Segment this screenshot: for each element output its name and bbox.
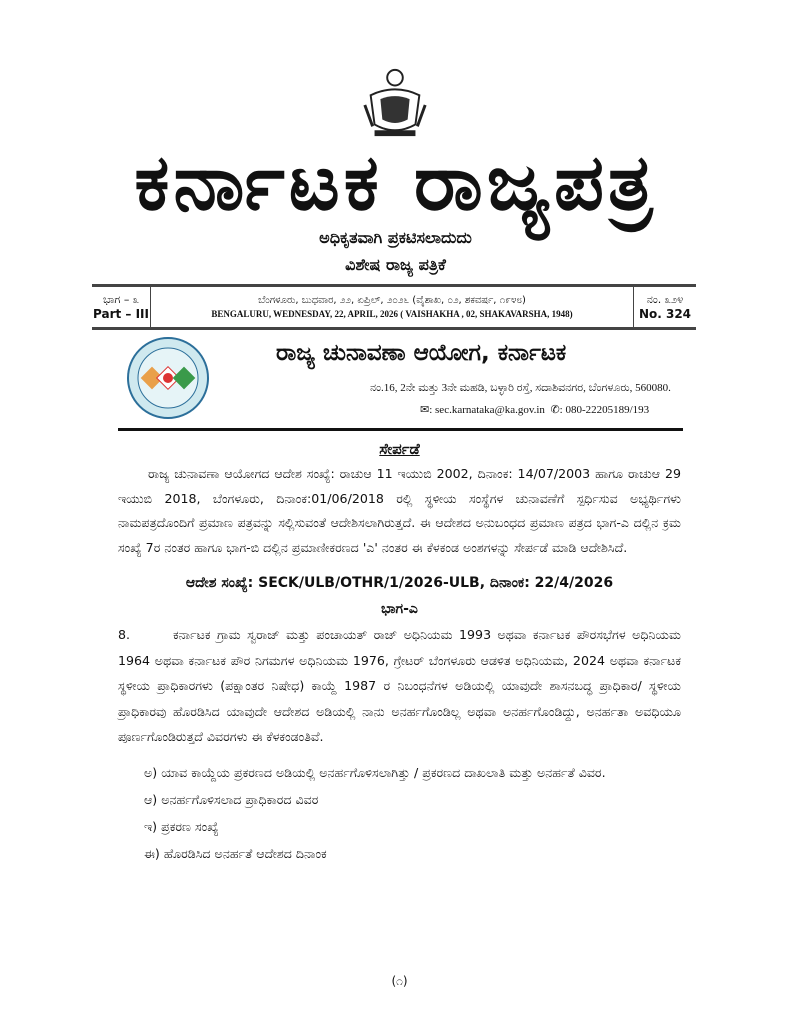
order-number: ಆದೇಶ ಸಂಖ್ಯೆ: SECK/ULB/OTHR/1/2026-ULB, ದಿನಾಂಕ: 22/4/2026 xyxy=(185,575,614,591)
issue-band xyxy=(92,284,696,330)
part-kannada: ಭಾಗ – ೩ xyxy=(103,293,139,306)
divider xyxy=(118,428,683,431)
section-heading: ಸೇರ್ಪಡೆ xyxy=(379,440,420,458)
date-kannada: ಬೆಂಗಳೂರು, ಬುಧವಾರ, ೨೨, ಏಪ್ರಿಲ್, ೨೦೨೬ (ವೈಶಾಖ, ೦೨, ಶಕವರ್ಷ, ೧೯೪೮) xyxy=(258,295,526,306)
sub-item: ಈ) ಹೊರಡಿಸಿದ ಅನರ್ಹತೆ ಆದೇಶದ ದಿನಾಂಕ xyxy=(144,845,327,861)
gazette-edition: ವಿಶೇಷ ರಾಜ್ಯ ಪತ್ರಿಕೆ xyxy=(345,255,446,274)
item-paragraph: ಕರ್ನಾಟಕ ಗ್ರಾಮ ಸ್ವರಾಜ್ ಮತ್ತು ಪಂಚಾಯತ್ ರಾಜ್ ಅಧಿನಿಯಮ 1993 ಅಥವಾ ಕರ್ನಾಟಕ ಪೌರಸಭೆಗಳ ಅಧಿನಿಯಮ 1964 ಅಥವಾ ಕರ್ನಾಟಕ ಪೌರ ನಿಗಮಗಳ ಅಧಿನಿಯಮ 1976, ಗ್ರೇಟರ್ ಬೆಂಗಳೂರು ಆಡಳಿತ ಅಧಿನಿಯಮ, 2024 ಅಥವಾ ಕರ್ನಾಟಕ ಸ್ಥಳೀಯ ಪ್ರಾಧಿಕಾರಗಳು (ಪಕ್ಷಾಂತರ ನಿಷೇಧ) ಕಾಯ್ದೆ 1987 ರ ನಿಬಂಧನೆಗಳ ಅಡಿಯಲ್ಲಿ ಯಾವುದೇ ಶಾಸನಬದ್ಧ ಪ್ರಾಧಿಕಾರ/ ಸ್ಥಳೀಯ ಪ್ರಾಧಿಕಾರವು ಹೊರಡಿಸಿದ ಯಾವುದೇ ಆದೇಶದ ಅಡಿಯಲ್ಲಿ ನಾನು ಅನರ್ಹಗೊಂಡಿಲ್ಲ ಅಥವಾ ಅನರ್ಹಗೊಂಡಿದ್ದು, ಅನರ್ಹತಾ ಅವಧಿಯೂ ಪೂರ್ಣಗೊಂಡಿರುತ್ತದೆ ವಿವರಗಳು ಈ ಕೆಳಕಂಡಂತಿವೆ. xyxy=(118,627,681,744)
date-cell xyxy=(151,287,634,327)
sub-item: ಇ) ಪ್ರಕರಣ ಸಂಖ್ಯೆ xyxy=(144,818,219,834)
part-english: Part – III xyxy=(93,307,149,321)
organization-contact xyxy=(420,402,649,418)
election-commission-logo-icon xyxy=(126,336,210,420)
date-english: BENGALURU, WEDNESDAY, 22, APRIL, 2026 ( VAISHAKHA , 02, SHAKAVARSHA, 1948) xyxy=(211,309,573,319)
state-emblem-icon xyxy=(360,66,430,140)
sub-item: ಅ) ಯಾವ ಕಾಯ್ದೆಯ ಪ್ರಕರಣದ ಅಡಿಯಲ್ಲಿ ಅನರ್ಹಗೊಳಿಸಲಾಗಿತ್ತು / ಪ್ರಕರಣದ ದಾಖಲಾತಿ ಮತ್ತು ಅನರ್ಹತೆ ವಿವರ. xyxy=(144,764,606,780)
sub-item: ಆ) ಅನರ್ಹಗೊಳಿಸಲಾದ ಪ್ರಾಧಿಕಾರದ ವಿವರ xyxy=(144,791,319,807)
page-number: (೧) xyxy=(391,974,408,988)
part-heading: ಭಾಗ-ಎ xyxy=(381,601,418,617)
gazette-subtitle: ಅಧಿಕೃತವಾಗಿ ಪ್ರಕಟಿಸಲಾದುದು xyxy=(319,228,472,247)
mail-icon: ✉ xyxy=(420,404,430,416)
number-cell xyxy=(634,287,696,327)
phone-icon: ✆ xyxy=(550,404,560,416)
email: : sec.karnataka@ka.gov.in xyxy=(429,404,545,416)
document-body xyxy=(118,438,681,990)
item-number: 8. xyxy=(118,627,131,642)
item-block xyxy=(118,622,681,750)
organization-name: ರಾಜ್ಯ ಚುನಾವಣಾ ಆಯೋಗ, ಕರ್ನಾಟಕ xyxy=(276,340,567,366)
phone: : 080-22205189/193 xyxy=(559,404,650,416)
intro-paragraph: ರಾಜ್ಯ ಚುನಾವಣಾ ಆಯೋಗದ ಆದೇಶ ಸಂಖ್ಯೆ: ರಾಚುಆ 11 ಇಯುಬಿ 2002, ದಿನಾಂಕ: 14/07/2003 ಹಾಗೂ ರಾಚುಆ 29 ಇಯುಬಿ 2018, ಬೆಂಗಳೂರು, ದಿನಾಂಕ:01/06/2018 ರಲ್ಲಿ ಸ್ಥಳೀಯ ಸಂಸ್ಥೆಗಳ ಚುನಾವಣೆಗೆ ಸ್ಪರ್ಧಿಸುವ ಅಭ್ಯರ್ಥಿಗಳು ನಾಮಪತ್ರದೊಂದಿಗೆ ಪ್ರಮಾಣ ಪತ್ರವನ್ನು ಸಲ್ಲಿಸುವಂತೆ ಆದೇಶಿಸಲಾಗಿರುತ್ತದೆ. ಈ ಆದೇಶದ ಅನುಬಂಧದ ಪ್ರಮಾಣ ಪತ್ರದ ಭಾಗ-ಎ ದಲ್ಲಿನ ಕ್ರಮ ಸಂಖ್ಯೆ 7ರ ನಂತರ ಹಾಗೂ ಭಾಗ-ಬಿ ದಲ್ಲಿನ ಪ್ರಮಾಣೀಕರಣದ 'ಎ' ನಂತರ ಈ ಕೆಳಕಂಡ ಅಂಶಗಳನ್ನು ಸೇರ್ಪಡೆ ಮಾಡಿ ಆದೇಶಿಸಿದೆ. xyxy=(118,466,681,555)
part-cell xyxy=(92,287,151,327)
number-kannada: ನಂ. ೩೨೪ xyxy=(646,293,684,306)
organization-address: ನಂ.16, 2ನೇ ಮತ್ತು 3ನೇ ಮಹಡಿ, ಬಳ್ಳಾರಿ ರಸ್ತೆ, ಸದಾಶಿವನಗರ, ಬೆಂಗಳೂರು, 560080. xyxy=(370,382,671,394)
gazette-title: ಕರ್ನಾಟಕ ರಾಜ್ಯಪತ್ರ xyxy=(134,138,657,228)
number-english: No. 324 xyxy=(638,307,692,321)
